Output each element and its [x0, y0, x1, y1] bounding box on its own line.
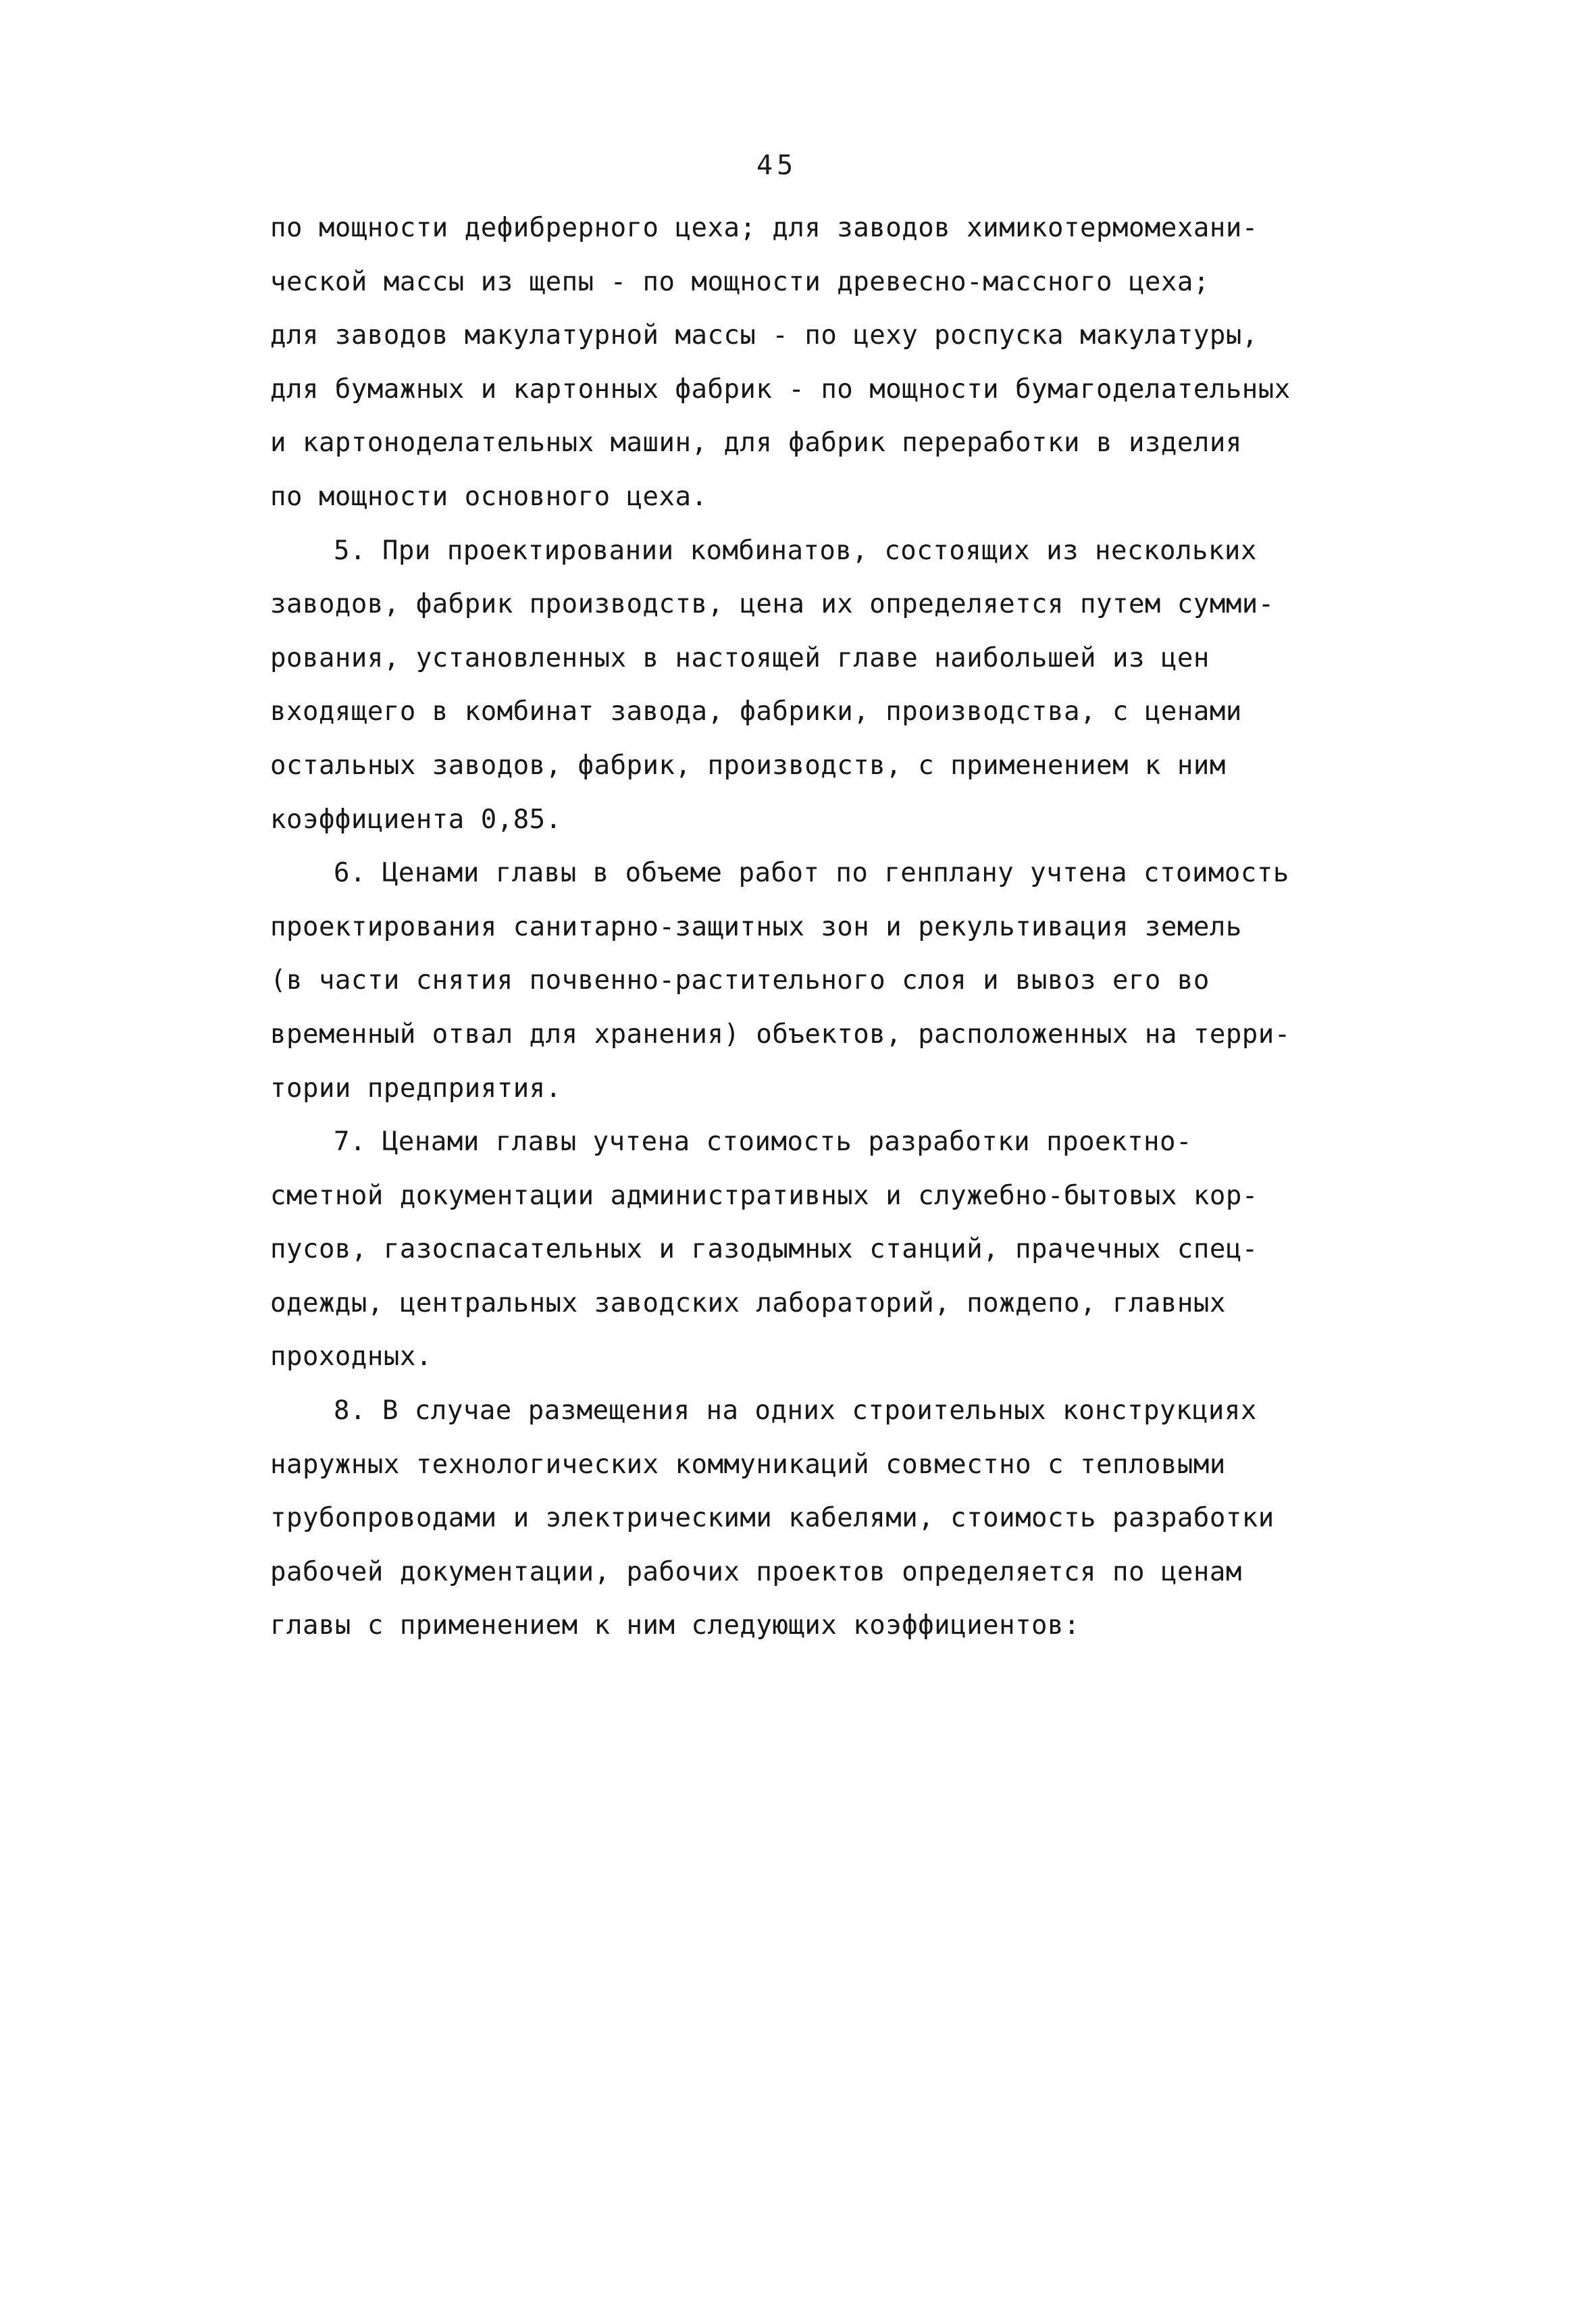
text-line: заводов, фабрик производств, цена их определяется путем сумми- — [270, 589, 1275, 620]
text-line: тории предприятия. — [270, 1073, 562, 1104]
text-line: рования, установленных в настоящей главе наибольшей из цен — [270, 642, 1210, 673]
text-line: (в части снятия почвенно-растительного слоя и вывоз его во — [270, 965, 1210, 996]
text-line: по мощности дефибрерного цеха; для заводов химикотермомехани- — [270, 213, 1258, 243]
text-line: пусов, газоспасательных и газодымных станций, прачечных спец- — [270, 1234, 1258, 1265]
text-line: и картоноделательных машин, для фабрик переработки в изделия — [270, 428, 1242, 459]
text-line: для бумажных и картонных фабрик - по мощности бумагоделательных — [270, 374, 1291, 405]
text-line: проходных. — [270, 1341, 432, 1372]
paragraph-start-line: 6. Ценами главы в объеме работ по генплану учтена стоимость — [334, 858, 1289, 889]
paragraph-start-line: 5. При проектировании комбинатов, состоящих из нескольких — [334, 535, 1257, 566]
text-line: входящего в комбинат завода, фабрики, производства, с ценами — [270, 696, 1242, 727]
text-line: остальных заводов, фабрик, производств, с применением к ним — [270, 750, 1226, 781]
page-number: 45 — [756, 150, 798, 181]
paragraph-start-line: 7. Ценами главы учтена стоимость разработки проектно- — [334, 1127, 1192, 1158]
body-text — [270, 201, 1351, 1653]
text-line: для заводов макулатурной массы - по цеху роспуска макулатуры, — [270, 320, 1258, 351]
text-line: рабочей документации, рабочих проектов определяется по ценам — [270, 1556, 1242, 1587]
text-line: временный отвал для хранения) объектов, расположенных на терри- — [270, 1019, 1291, 1050]
text-line: ческой массы из щепы - по мощности древесно-массного цеха; — [270, 266, 1210, 297]
paragraph-start-line: 8. В случае размещения на одних строительных конструкциях — [334, 1395, 1257, 1426]
text-line: наружных технологических коммуникаций совместно с тепловыми — [270, 1449, 1226, 1480]
text-line: главы с применением к ним следующих коэффициентов: — [270, 1610, 1080, 1641]
text-line: трубопроводами и электрическими кабелями, стоимость разработки — [270, 1503, 1275, 1534]
text-line: по мощности основного цеха. — [270, 481, 708, 512]
text-line: сметной документации административных и служебно-бытовых кор- — [270, 1180, 1258, 1211]
text-line: проектирования санитарно-защитных зон и рекультивация земель — [270, 911, 1242, 942]
text-line: коэффициента 0,85. — [270, 804, 562, 835]
text-line: одежды, центральных заводских лабораторий, пождепо, главных — [270, 1287, 1226, 1318]
